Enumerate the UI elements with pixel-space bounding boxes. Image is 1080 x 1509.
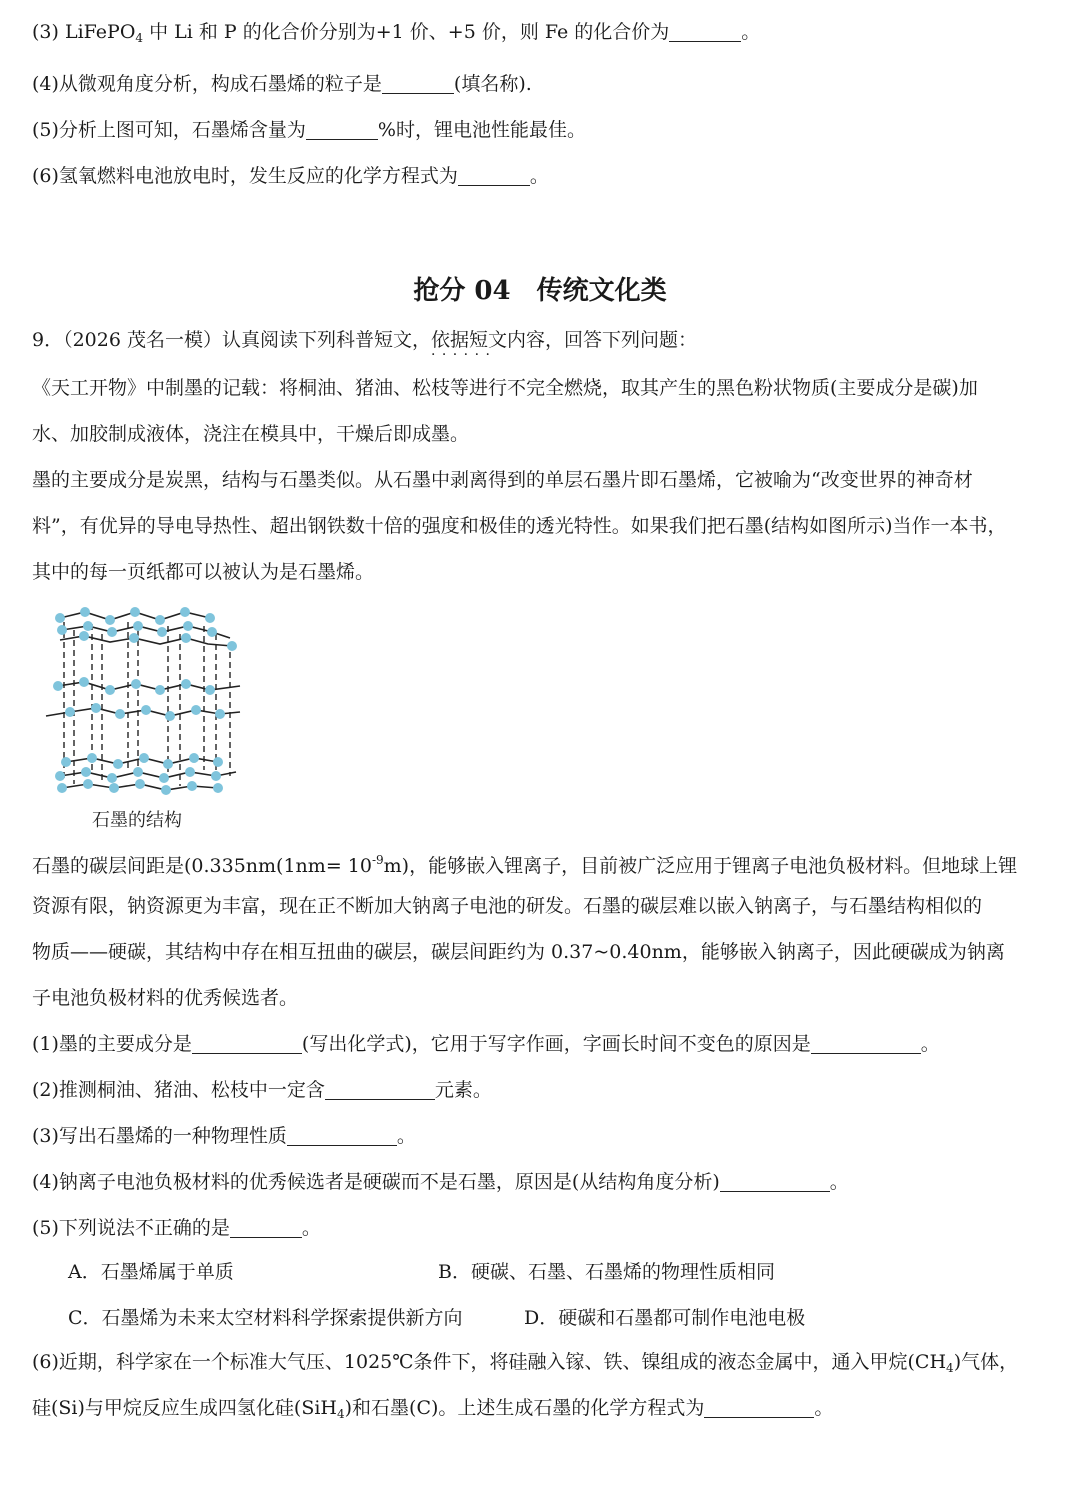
- p3-text-post: m)，能够嵌入锂离子，目前被广泛应用于锂离子电池负极材料。但地球上锂: [383, 855, 1018, 877]
- section-heading: 抢分 04 传统文化类: [413, 276, 667, 306]
- answer-blank[interactable]: [306, 121, 378, 140]
- answer-blank[interactable]: [325, 1081, 435, 1100]
- paragraph-2-line: 其中的每一页纸都可以被认为是石墨烯。: [32, 561, 375, 583]
- q6-text: (6)氢氧燃料电池放电时，发生反应的化学方程式为: [32, 165, 458, 187]
- paragraph-1-line: 《天工开物》中制墨的记载：将桐油、猪油、松枝等进行不完全燃烧，取其产生的黑色粉状物质(主要成分是碳)加: [32, 377, 978, 399]
- q5-text: (5)分析上图可知，石墨烯含量为: [32, 119, 306, 141]
- answer-blank[interactable]: [458, 167, 530, 186]
- q3-text: (3) LiFePO: [32, 21, 136, 43]
- sub-question-2: [32, 1078, 1056, 1102]
- q4-text: (4)从微观角度分析，构成石墨烯的粒子是: [32, 73, 382, 95]
- paragraph-2-line: 墨的主要成分是炭黑，结构与石墨类似。从石墨中剥离得到的单层石墨片即石墨烯，它被喻为“改变世界的神奇材: [32, 469, 973, 491]
- s6-line2-end: 。: [814, 1397, 834, 1419]
- sub-question-5: [32, 1216, 1056, 1240]
- subscript: 4: [946, 1361, 954, 1375]
- option-d[interactable]: D．硬碳和石墨都可制作电池电极: [524, 1307, 806, 1329]
- answer-blank[interactable]: [669, 23, 741, 42]
- answer-blank[interactable]: [287, 1127, 397, 1146]
- answer-blank[interactable]: [704, 1399, 814, 1418]
- paragraph-3-line: 子电池负极材料的优秀候选者。: [32, 987, 299, 1009]
- graphite-structure-figure: [40, 600, 250, 800]
- question-5: [32, 118, 1056, 142]
- paragraph-1-line: 水、加胶制成液体，浇注在模具中，干燥后即成墨。: [32, 423, 470, 445]
- sub-question-6: [32, 1350, 1056, 1380]
- question-4: [32, 72, 1056, 96]
- q9-intro-text: 9．（2026 茂名一模）认真阅读下列科普短文，: [32, 329, 431, 351]
- answer-blank[interactable]: [811, 1035, 921, 1054]
- q3-subscript: 4: [135, 31, 144, 45]
- s1-text-mid: (写出化学式)，它用于写字作画，字画长时间不变色的原因是: [301, 1033, 811, 1055]
- question-3: [32, 20, 1056, 50]
- option-c[interactable]: C．石墨烯为未来太空材料科学探索提供新方向: [68, 1307, 463, 1329]
- q9-intro-post: ，回答下列问题：: [545, 329, 698, 351]
- q3-text-post: 中 Li 和 P 的化合价分别为+1 价、+5 价，则 Fe 的化合价为: [143, 21, 670, 43]
- paragraph-3-line: 资源有限，钠资源更为丰富，现在正不断加大钠离子电池的研发。石墨的碳层难以嵌入钠离子，与石墨结构相似的: [32, 895, 983, 917]
- s3-text: (3)写出石墨烯的一种物理性质: [32, 1125, 287, 1147]
- question-6: [32, 164, 1056, 188]
- option-a[interactable]: A．石墨烯属于单质: [68, 1261, 234, 1283]
- figure-caption: 石墨的结构: [92, 810, 182, 831]
- sub-question-4: [32, 1170, 1056, 1194]
- q9-intro: [32, 328, 1056, 352]
- paragraph-3-line: 物质——硬碳，其结构中存在相互扭曲的碳层，碳层间距约为 0.37~0.40nm，能够嵌入钠离子，因此硬碳成为钠离: [32, 941, 1005, 963]
- carbon-atoms: [53, 607, 237, 795]
- s6-line2-mid: )和石墨(C)。上述生成石墨的化学方程式为: [344, 1397, 705, 1419]
- p3-text: 石墨的碳层间距是(0.335nm(1nm= 10: [32, 855, 372, 877]
- sub-question-3: [32, 1124, 1056, 1148]
- answer-blank[interactable]: [720, 1173, 830, 1192]
- emphasis-dotted-text: 依据短文内容 · · ·: [431, 329, 545, 351]
- s1-text: (1)墨的主要成分是: [32, 1033, 192, 1055]
- q3-end: 。: [741, 21, 761, 43]
- s4-text-post: 。: [829, 1171, 849, 1193]
- superscript: -9: [371, 853, 384, 867]
- s1-end: 。: [920, 1033, 940, 1055]
- paragraph-3-line: [32, 848, 1056, 878]
- s2-text-post: 元素。: [434, 1079, 492, 1101]
- sub-question-1: [32, 1032, 1056, 1056]
- subscript: 4: [337, 1407, 345, 1421]
- option-b[interactable]: B．硬碳、石墨、石墨烯的物理性质相同: [438, 1261, 775, 1283]
- s6-text: (6)近期，科学家在一个标准大气压、1025℃条件下，将硅融入镓、铁、镍组成的液态金属中，通入甲烷(CH: [32, 1351, 947, 1373]
- answer-blank[interactable]: [230, 1219, 302, 1238]
- s6-line2-text: 硅(Si)与甲烷反应生成四氢化硅(SiH: [32, 1397, 337, 1419]
- s3-text-post: 。: [396, 1125, 416, 1147]
- answer-blank[interactable]: [192, 1035, 302, 1054]
- s5-text-post: 。: [301, 1217, 321, 1239]
- s2-text: (2)推测桐油、猪油、松枝中一定含: [32, 1079, 325, 1101]
- graphite-bonds: [46, 612, 240, 790]
- paragraph-2-line: 料”，有优异的导电导热性、超出钢铁数十倍的强度和极佳的透光特性。如果我们把石墨(结构如图所示)当作一本书，: [32, 515, 1007, 537]
- q4-text-post: (填名称).: [453, 73, 532, 95]
- s5-text: (5)下列说法不正确的是: [32, 1217, 230, 1239]
- q5-text-post: %时，锂电池性能最佳。: [377, 119, 586, 141]
- sub-question-6-line-2: [32, 1396, 1056, 1426]
- q6-text-post: 。: [529, 165, 549, 187]
- s4-text: (4)钠离子电池负极材料的优秀候选者是硬碳而不是石墨，原因是(从结构角度分析): [32, 1171, 720, 1193]
- answer-blank[interactable]: [382, 75, 454, 94]
- s6-text-post: )气体，: [953, 1351, 1019, 1373]
